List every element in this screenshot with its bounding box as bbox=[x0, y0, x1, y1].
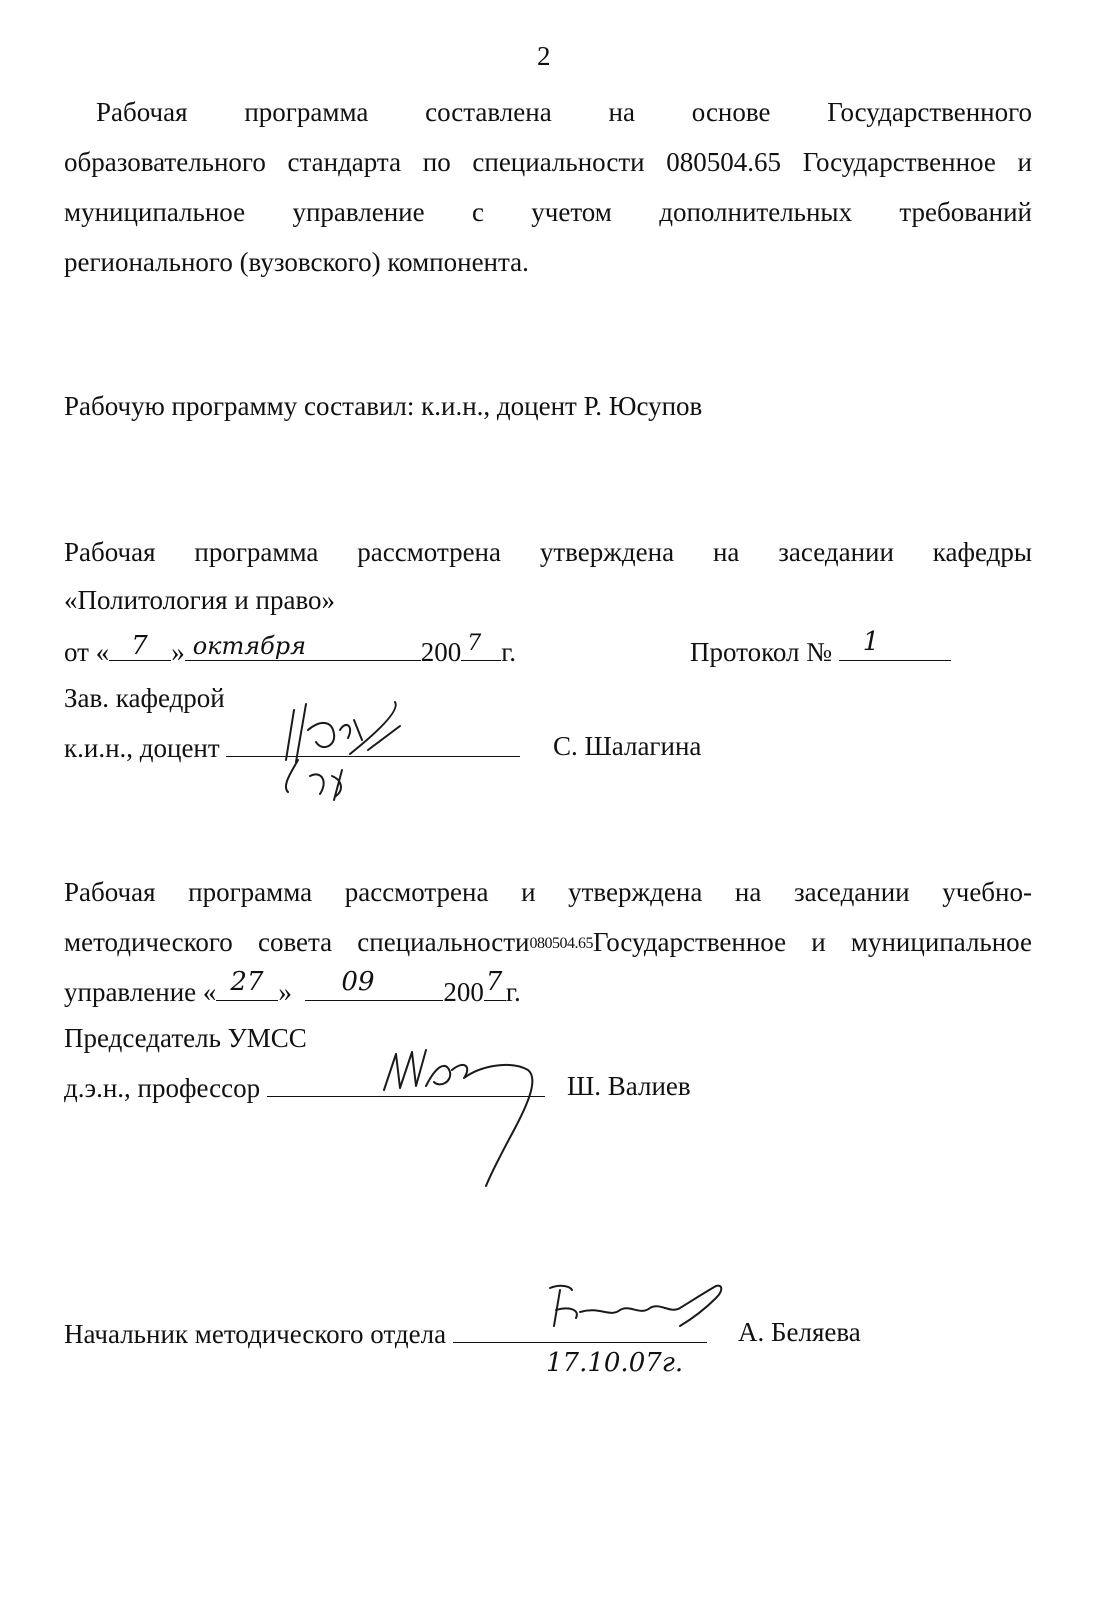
author-line: Рабочую программу составил: к.и.н., доцент Р. Юсупов bbox=[64, 391, 703, 421]
intro-line-2: образовательного стандарта по специальности 080504.65 Государственное и bbox=[64, 147, 1032, 177]
date-mid-label: » bbox=[171, 637, 185, 667]
council-month-blank bbox=[305, 967, 443, 1001]
council-line-2-b: Государственное и муниципальное bbox=[592, 927, 1032, 957]
intro-line-3: муниципальное управление с учетом дополнительных требований bbox=[64, 197, 1032, 227]
intro-line-1: Рабочая программа составлена на основе Государственного bbox=[96, 97, 1032, 127]
date-day-handwritten: 7 bbox=[131, 631, 148, 661]
council-specialty-code: 080504.65 bbox=[529, 935, 593, 952]
council-line-2-a: методического совета специальности bbox=[64, 927, 530, 957]
head-label: Зав. кафедрой bbox=[64, 683, 225, 713]
department-line-2: «Политология и право» bbox=[64, 585, 336, 615]
page-number: 2 bbox=[537, 41, 551, 71]
date-month-blank bbox=[185, 634, 421, 661]
council-day-handwritten: 27 bbox=[230, 967, 264, 997]
protocol-number-handwritten: 1 bbox=[862, 627, 880, 657]
protocol-label: Протокол № bbox=[690, 637, 832, 667]
department-line-1: Рабочая программа рассмотрена утверждена на заседании кафедры bbox=[64, 537, 1032, 567]
date-year-blank bbox=[461, 631, 501, 661]
protocol-blank bbox=[839, 627, 951, 661]
head-name: С. Шалагина bbox=[553, 731, 702, 761]
date-year-prefix: 200 bbox=[420, 637, 462, 667]
council-month-handwritten: 09 bbox=[341, 967, 375, 997]
methodical-signature bbox=[540, 1280, 740, 1340]
methodical-label: Начальник методического отдела bbox=[64, 1319, 447, 1349]
date-month-handwritten: октября bbox=[192, 632, 307, 660]
methodical-name: А. Беляева bbox=[738, 1317, 861, 1347]
chair-name: Ш. Валиев bbox=[567, 1071, 691, 1101]
council-line-3-suffix: г. bbox=[505, 977, 521, 1007]
methodical-handwritten-date: 17.10.07г. bbox=[546, 1348, 684, 1378]
council-line-3-a: управление « bbox=[64, 977, 217, 1007]
department-date-line bbox=[64, 631, 516, 668]
date-suffix: г. bbox=[501, 637, 516, 667]
council-date-line bbox=[64, 967, 521, 1008]
council-line-2 bbox=[64, 926, 1032, 960]
chair-signature bbox=[360, 1030, 560, 1190]
council-year-prefix: 200 bbox=[443, 977, 484, 1007]
date-day-blank bbox=[109, 631, 171, 661]
council-line-1: Рабочая программа рассмотрена и утверждена на заседании учебно- bbox=[64, 877, 1032, 907]
intro-line-4: регионального (вузовского) компонента. bbox=[64, 247, 529, 277]
council-day-blank bbox=[216, 967, 278, 1001]
chair-label: Председатель УМСС bbox=[64, 1023, 307, 1053]
council-year-handwritten: 7 bbox=[485, 967, 503, 997]
head-title: к.и.н., доцент bbox=[64, 733, 220, 763]
date-from-label: от « bbox=[64, 637, 110, 667]
council-year-blank bbox=[484, 967, 506, 1001]
chair-title: д.э.н., профессор bbox=[64, 1073, 261, 1103]
date-year-handwritten: 7 bbox=[467, 631, 482, 656]
council-line-3-mid: » bbox=[278, 977, 292, 1007]
head-signature bbox=[250, 690, 410, 810]
protocol-line bbox=[690, 627, 951, 668]
